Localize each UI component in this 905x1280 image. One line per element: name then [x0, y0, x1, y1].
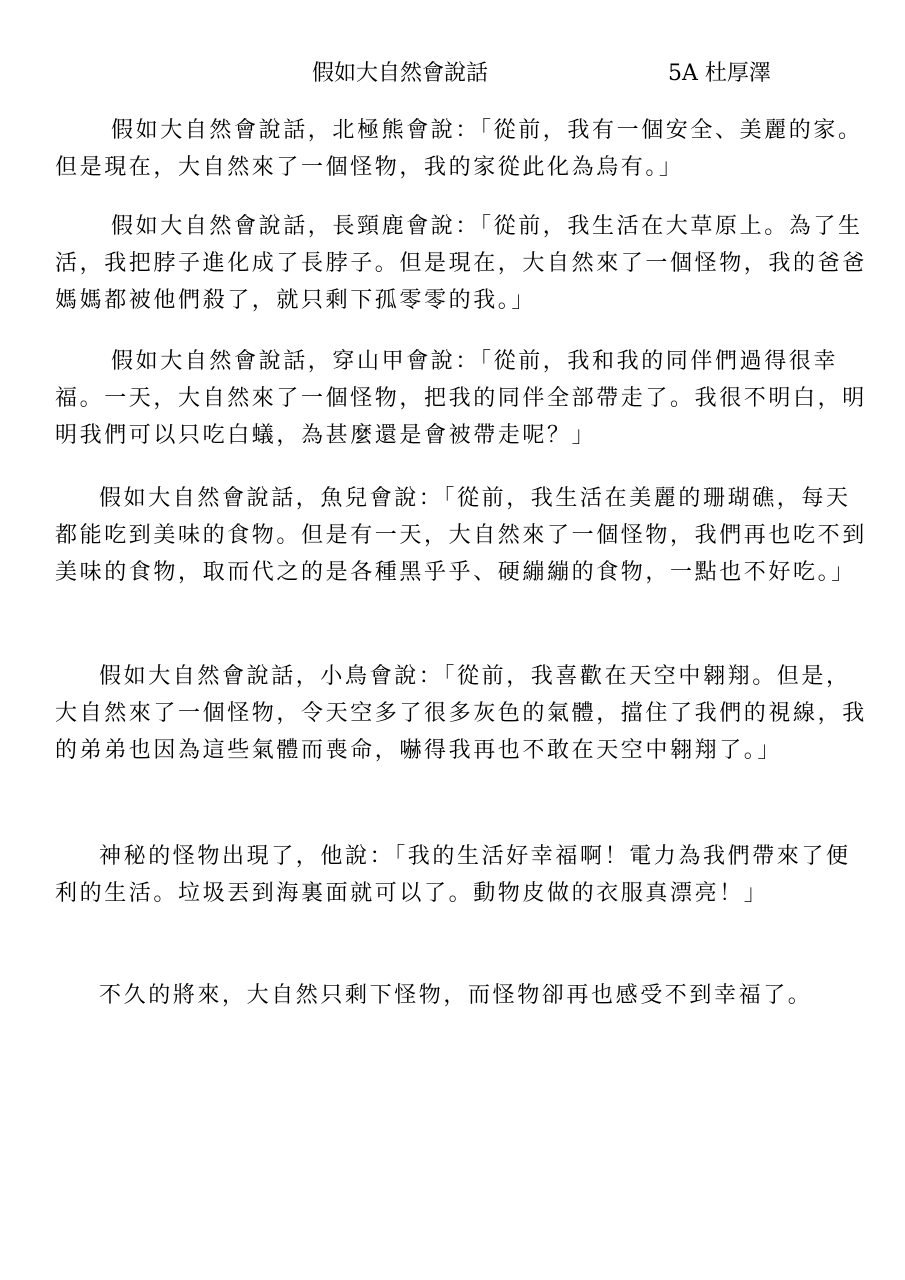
- paragraph-giraffe: 假如大自然會說話，長頸鹿會說：「從前，我生活在大草原上。為了生活，我把脖子進化成了長脖子。但是現在，大自然來了一個怪物，我的爸爸媽媽都被他們殺了，就只剩下孤零零的我。」: [55, 214, 867, 313]
- paragraph-bird: 假如大自然會說話，小鳥會說：「從前，我喜歡在天空中翱翔。但是，大自然來了一個怪物，令天空多了很多灰色的氣體，擋住了我們的視線，我的弟弟也因為這些氣體而喪命，嚇得我再也不敢在天空中翱翔了。」: [55, 664, 867, 763]
- paragraph-pangolin: 假如大自然會說話，穿山甲會說：「從前，我和我的同伴們過得很幸福。一天，大自然來了一個怪物，把我的同伴全部帶走了。我很不明白，明明我們可以只吃白蟻，為甚麼還是會被帶走呢？」: [55, 349, 867, 448]
- paragraph-polar-bear: 假如大自然會說話，北極熊會說：「從前，我有一個安全、美麗的家。但是現在，大自然來了一個怪物，我的家從此化為烏有。」: [55, 118, 863, 180]
- header-line: [0, 58, 905, 90]
- author-class-name: 5A 杜厚澤: [668, 61, 771, 86]
- paragraph-monster: 神秘的怪物出現了，他說：「我的生活好幸福啊！電力為我們帶來了便利的生活。垃圾丟到海裏面就可以了。動物皮做的衣服真漂亮！」: [55, 844, 851, 906]
- essay-title: 假如大自然會說話: [312, 61, 489, 86]
- paragraph-conclusion: 不久的將來，大自然只剩下怪物，而怪物卻再也感受不到幸福了。: [99, 983, 813, 1008]
- paragraph-fish: 假如大自然會說話，魚兒會說：「從前，我生活在美麗的珊瑚礁，每天都能吃到美味的食物。但是有一天，大自然來了一個怪物，我們再也吃不到美味的食物，取而代之的是各種黑乎乎、硬繃繃的食物，一點也不好吃。」: [55, 486, 867, 585]
